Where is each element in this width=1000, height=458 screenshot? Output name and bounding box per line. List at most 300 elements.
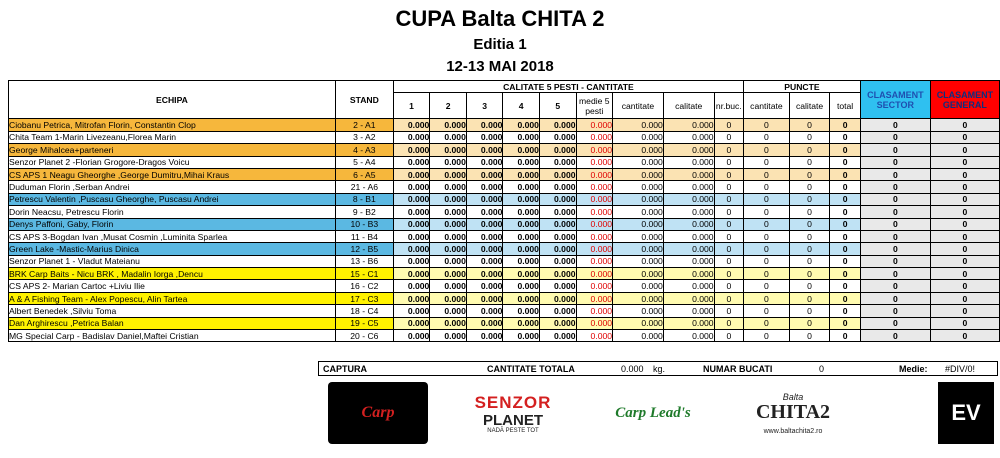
clasament-general-cell: 0 bbox=[930, 292, 999, 304]
fish-3-cell: 0.000 bbox=[466, 330, 503, 342]
puncte-calitate-cell: 0 bbox=[789, 206, 830, 218]
cantitate-totala-unit: kg. bbox=[653, 364, 666, 374]
total-cell: 0 bbox=[830, 156, 860, 168]
captura-label: CAPTURA bbox=[323, 364, 367, 374]
team-cell: MG Special Carp - Badislav Daniel,Maftei Cristian bbox=[9, 330, 336, 342]
clasament-sector-cell: 0 bbox=[860, 255, 930, 267]
puncte-cantitate-cell: 0 bbox=[744, 280, 790, 292]
clasament-general-cell: 0 bbox=[930, 230, 999, 242]
col-header-1: 1 bbox=[393, 93, 430, 119]
team-cell: BRK Carp Baits - Nicu BRK , Madalin Iorga ,Dencu bbox=[9, 268, 336, 280]
nr-buc-cell: 0 bbox=[714, 156, 743, 168]
table-row bbox=[9, 144, 1000, 156]
calitate-cell: 0.000 bbox=[663, 131, 714, 143]
clasament-general-cell: 0 bbox=[930, 193, 999, 205]
table-row bbox=[9, 168, 1000, 180]
puncte-cantitate-cell: 0 bbox=[744, 305, 790, 317]
medie-cell: 0.000 bbox=[576, 144, 613, 156]
total-cell: 0 bbox=[830, 119, 860, 131]
fish-3-cell: 0.000 bbox=[466, 218, 503, 230]
fish-1-cell: 0.000 bbox=[393, 305, 430, 317]
fish-5-cell: 0.000 bbox=[539, 218, 576, 230]
fish-4-cell: 0.000 bbox=[503, 268, 540, 280]
fish-5-cell: 0.000 bbox=[539, 168, 576, 180]
fish-3-cell: 0.000 bbox=[466, 168, 503, 180]
clasament-sector-cell: 0 bbox=[860, 243, 930, 255]
stand-cell: 18 - C4 bbox=[335, 305, 393, 317]
stand-cell: 5 - A4 bbox=[335, 156, 393, 168]
team-cell: A & A Fishing Team - Alex Popescu, Alin Tartea bbox=[9, 292, 336, 304]
ev-logo bbox=[938, 382, 994, 444]
fish-1-cell: 0.000 bbox=[393, 317, 430, 329]
table-row bbox=[9, 292, 1000, 304]
calitate-cell: 0.000 bbox=[663, 206, 714, 218]
fish-3-cell: 0.000 bbox=[466, 305, 503, 317]
fish-1-cell: 0.000 bbox=[393, 280, 430, 292]
fish-2-cell: 0.000 bbox=[430, 305, 467, 317]
fish-3-cell: 0.000 bbox=[466, 255, 503, 267]
fish-2-cell: 0.000 bbox=[430, 280, 467, 292]
cantitate-cell: 0.000 bbox=[613, 119, 664, 131]
clasament-general-cell: 0 bbox=[930, 168, 999, 180]
nr-buc-cell: 0 bbox=[714, 268, 743, 280]
fish-4-cell: 0.000 bbox=[503, 280, 540, 292]
clasament-general-cell: 0 bbox=[930, 243, 999, 255]
team-cell: CS APS 3-Bogdan Ivan ,Musat Cosmin ,Luminita Sparlea bbox=[9, 230, 336, 242]
col-header-clasament-sector: CLASAMENT SECTOR bbox=[860, 81, 930, 119]
team-cell: Green Lake -Mastic-Marius Dinica bbox=[9, 243, 336, 255]
cantitate-cell: 0.000 bbox=[613, 268, 664, 280]
calitate-cell: 0.000 bbox=[663, 156, 714, 168]
fish-1-cell: 0.000 bbox=[393, 131, 430, 143]
clasament-sector-cell: 0 bbox=[860, 156, 930, 168]
clasament-sector-cell: 0 bbox=[860, 144, 930, 156]
total-cell: 0 bbox=[830, 305, 860, 317]
calitate-cell: 0.000 bbox=[663, 193, 714, 205]
puncte-cantitate-cell: 0 bbox=[744, 317, 790, 329]
fish-2-cell: 0.000 bbox=[430, 193, 467, 205]
fish-3-cell: 0.000 bbox=[466, 292, 503, 304]
stand-cell: 21 - A6 bbox=[335, 181, 393, 193]
table-row bbox=[9, 119, 1000, 131]
clasament-sector-cell: 0 bbox=[860, 218, 930, 230]
cantitate-cell: 0.000 bbox=[613, 156, 664, 168]
nr-buc-cell: 0 bbox=[714, 230, 743, 242]
table-row bbox=[9, 206, 1000, 218]
fish-3-cell: 0.000 bbox=[466, 144, 503, 156]
total-cell: 0 bbox=[830, 292, 860, 304]
fish-2-cell: 0.000 bbox=[430, 230, 467, 242]
clasament-sector-cell: 0 bbox=[860, 305, 930, 317]
fish-4-cell: 0.000 bbox=[503, 119, 540, 131]
fish-5-cell: 0.000 bbox=[539, 230, 576, 242]
fish-2-cell: 0.000 bbox=[430, 255, 467, 267]
stand-cell: 6 - A5 bbox=[335, 168, 393, 180]
stand-cell: 4 - A3 bbox=[335, 144, 393, 156]
senzor-logo-mid: PLANET bbox=[483, 411, 543, 429]
medie-cell: 0.000 bbox=[576, 280, 613, 292]
nr-buc-cell: 0 bbox=[714, 305, 743, 317]
cantitate-cell: 0.000 bbox=[613, 305, 664, 317]
stand-cell: 10 - B3 bbox=[335, 218, 393, 230]
cantitate-cell: 0.000 bbox=[613, 330, 664, 342]
col-header-5: 5 bbox=[539, 93, 576, 119]
fish-4-cell: 0.000 bbox=[503, 218, 540, 230]
medie-cell: 0.000 bbox=[576, 268, 613, 280]
clasament-general-cell: 0 bbox=[930, 131, 999, 143]
clasament-general-cell: 0 bbox=[930, 156, 999, 168]
table-row bbox=[9, 280, 1000, 292]
stand-cell: 2 - A1 bbox=[335, 119, 393, 131]
carp-leads-logo bbox=[603, 382, 703, 444]
cantitate-cell: 0.000 bbox=[613, 243, 664, 255]
puncte-cantitate-cell: 0 bbox=[744, 206, 790, 218]
team-cell: Petrescu Valentin ,Puscasu Gheorghe, Puscasu Andrei bbox=[9, 193, 336, 205]
calitate-cell: 0.000 bbox=[663, 243, 714, 255]
nr-buc-cell: 0 bbox=[714, 255, 743, 267]
fish-4-cell: 0.000 bbox=[503, 206, 540, 218]
calitate-cell: 0.000 bbox=[663, 268, 714, 280]
total-cell: 0 bbox=[830, 280, 860, 292]
col-header-cantitate: cantitate bbox=[613, 93, 664, 119]
cantitate-cell: 0.000 bbox=[613, 144, 664, 156]
total-cell: 0 bbox=[830, 131, 860, 143]
puncte-calitate-cell: 0 bbox=[789, 193, 830, 205]
clasament-general-cell: 0 bbox=[930, 280, 999, 292]
puncte-calitate-cell: 0 bbox=[789, 268, 830, 280]
cantitate-cell: 0.000 bbox=[613, 292, 664, 304]
fish-4-cell: 0.000 bbox=[503, 181, 540, 193]
nr-buc-cell: 0 bbox=[714, 181, 743, 193]
fish-1-cell: 0.000 bbox=[393, 255, 430, 267]
col-header-stand: STAND bbox=[335, 81, 393, 119]
puncte-calitate-cell: 0 bbox=[789, 243, 830, 255]
puncte-cantitate-cell: 0 bbox=[744, 230, 790, 242]
carp-leads-logo-text: Carp Lead's bbox=[615, 404, 691, 421]
fish-5-cell: 0.000 bbox=[539, 206, 576, 218]
puncte-calitate-cell: 0 bbox=[789, 144, 830, 156]
calitate-cell: 0.000 bbox=[663, 119, 714, 131]
fish-3-cell: 0.000 bbox=[466, 206, 503, 218]
numar-bucati-label: NUMAR BUCATI bbox=[703, 364, 773, 374]
total-cell: 0 bbox=[830, 218, 860, 230]
col-header-medie: medie 5 pesti bbox=[576, 93, 613, 119]
nr-buc-cell: 0 bbox=[714, 144, 743, 156]
clasament-sector-cell: 0 bbox=[860, 168, 930, 180]
fish-2-cell: 0.000 bbox=[430, 243, 467, 255]
fish-4-cell: 0.000 bbox=[503, 317, 540, 329]
fish-5-cell: 0.000 bbox=[539, 268, 576, 280]
team-cell: CS APS 1 Neagu Gheorghe ,George Dumitru,Mihai Kraus bbox=[9, 168, 336, 180]
nr-buc-cell: 0 bbox=[714, 168, 743, 180]
fish-3-cell: 0.000 bbox=[466, 243, 503, 255]
team-cell: George Mihalcea+parteneri bbox=[9, 144, 336, 156]
fish-3-cell: 0.000 bbox=[466, 317, 503, 329]
total-cell: 0 bbox=[830, 206, 860, 218]
chita-logo-main: CHITA2 bbox=[755, 400, 831, 423]
nr-buc-cell: 0 bbox=[714, 317, 743, 329]
puncte-cantitate-cell: 0 bbox=[744, 119, 790, 131]
team-cell: Senzor Planet 1 - Vladut Mateianu bbox=[9, 255, 336, 267]
col-header-puncte-cantitate: cantitate bbox=[744, 93, 790, 119]
stand-cell: 16 - C2 bbox=[335, 280, 393, 292]
puncte-calitate-cell: 0 bbox=[789, 156, 830, 168]
calitate-cell: 0.000 bbox=[663, 230, 714, 242]
medie-cell: 0.000 bbox=[576, 330, 613, 342]
fish-1-cell: 0.000 bbox=[393, 330, 430, 342]
calitate-cell: 0.000 bbox=[663, 330, 714, 342]
cantitate-cell: 0.000 bbox=[613, 255, 664, 267]
fish-2-cell: 0.000 bbox=[430, 206, 467, 218]
fish-3-cell: 0.000 bbox=[466, 230, 503, 242]
table-row bbox=[9, 193, 1000, 205]
fish-5-cell: 0.000 bbox=[539, 255, 576, 267]
clasament-general-cell: 0 bbox=[930, 255, 999, 267]
fish-4-cell: 0.000 bbox=[503, 255, 540, 267]
total-cell: 0 bbox=[830, 255, 860, 267]
puncte-cantitate-cell: 0 bbox=[744, 330, 790, 342]
table-row bbox=[9, 131, 1000, 143]
fish-4-cell: 0.000 bbox=[503, 156, 540, 168]
team-cell: CS APS 2- Marian Cartoc +Liviu Ilie bbox=[9, 280, 336, 292]
cantitate-cell: 0.000 bbox=[613, 193, 664, 205]
puncte-calitate-cell: 0 bbox=[789, 330, 830, 342]
clasament-general-cell: 0 bbox=[930, 317, 999, 329]
puncte-calitate-cell: 0 bbox=[789, 181, 830, 193]
fish-5-cell: 0.000 bbox=[539, 305, 576, 317]
medie-cell: 0.000 bbox=[576, 230, 613, 242]
fish-5-cell: 0.000 bbox=[539, 292, 576, 304]
ev-logo-text: EV bbox=[951, 400, 981, 425]
fish-1-cell: 0.000 bbox=[393, 119, 430, 131]
fish-2-cell: 0.000 bbox=[430, 268, 467, 280]
fish-3-cell: 0.000 bbox=[466, 280, 503, 292]
cantitate-cell: 0.000 bbox=[613, 181, 664, 193]
nr-buc-cell: 0 bbox=[714, 330, 743, 342]
fish-2-cell: 0.000 bbox=[430, 317, 467, 329]
medie-cell: 0.000 bbox=[576, 131, 613, 143]
team-cell: Dorin Neacsu, Petrescu Florin bbox=[9, 206, 336, 218]
fish-4-cell: 0.000 bbox=[503, 330, 540, 342]
total-cell: 0 bbox=[830, 181, 860, 193]
clasament-sector-cell: 0 bbox=[860, 268, 930, 280]
medie-cell: 0.000 bbox=[576, 243, 613, 255]
results-table bbox=[8, 80, 1000, 342]
total-cell: 0 bbox=[830, 243, 860, 255]
col-header-total: total bbox=[830, 93, 860, 119]
col-header-puncte-calitate: calitate bbox=[789, 93, 830, 119]
fish-1-cell: 0.000 bbox=[393, 193, 430, 205]
fish-1-cell: 0.000 bbox=[393, 292, 430, 304]
nr-buc-cell: 0 bbox=[714, 218, 743, 230]
fish-3-cell: 0.000 bbox=[466, 181, 503, 193]
fish-2-cell: 0.000 bbox=[430, 292, 467, 304]
table-row bbox=[9, 317, 1000, 329]
puncte-cantitate-cell: 0 bbox=[744, 156, 790, 168]
carp-logo bbox=[328, 382, 428, 444]
fish-1-cell: 0.000 bbox=[393, 144, 430, 156]
nr-buc-cell: 0 bbox=[714, 119, 743, 131]
col-header-2: 2 bbox=[430, 93, 467, 119]
table-row bbox=[9, 255, 1000, 267]
medie-cell: 0.000 bbox=[576, 206, 613, 218]
col-header-3: 3 bbox=[466, 93, 503, 119]
fish-5-cell: 0.000 bbox=[539, 317, 576, 329]
cantitate-totala-value: 0.000 bbox=[621, 364, 644, 374]
table-row bbox=[9, 268, 1000, 280]
clasament-general-cell: 0 bbox=[930, 218, 999, 230]
edition-label: Editia 1 bbox=[473, 36, 527, 53]
cantitate-cell: 0.000 bbox=[613, 168, 664, 180]
senzor-logo-top: SENZOR bbox=[474, 392, 552, 412]
numar-bucati-value: 0 bbox=[819, 364, 825, 374]
fish-4-cell: 0.000 bbox=[503, 243, 540, 255]
cantitate-cell: 0.000 bbox=[613, 280, 664, 292]
stand-cell: 13 - B6 bbox=[335, 255, 393, 267]
medie-cell: 0.000 bbox=[576, 292, 613, 304]
medie-cell: 0.000 bbox=[576, 255, 613, 267]
fish-4-cell: 0.000 bbox=[503, 230, 540, 242]
fish-4-cell: 0.000 bbox=[503, 193, 540, 205]
total-cell: 0 bbox=[830, 168, 860, 180]
fish-1-cell: 0.000 bbox=[393, 268, 430, 280]
team-cell: Chita Team 1-Marin Livezeanu,Florea Marin bbox=[9, 131, 336, 143]
fish-5-cell: 0.000 bbox=[539, 131, 576, 143]
puncte-calitate-cell: 0 bbox=[789, 317, 830, 329]
team-cell: Denys Paffoni, Gaby, Florin bbox=[9, 218, 336, 230]
stand-cell: 8 - B1 bbox=[335, 193, 393, 205]
cantitate-cell: 0.000 bbox=[613, 206, 664, 218]
total-cell: 0 bbox=[830, 193, 860, 205]
fish-2-cell: 0.000 bbox=[430, 181, 467, 193]
fish-4-cell: 0.000 bbox=[503, 305, 540, 317]
fish-5-cell: 0.000 bbox=[539, 280, 576, 292]
puncte-calitate-cell: 0 bbox=[789, 255, 830, 267]
calitate-cell: 0.000 bbox=[663, 168, 714, 180]
stand-cell: 11 - B4 bbox=[335, 230, 393, 242]
puncte-cantitate-cell: 0 bbox=[744, 218, 790, 230]
clasament-sector-cell: 0 bbox=[860, 181, 930, 193]
fish-5-cell: 0.000 bbox=[539, 193, 576, 205]
fish-4-cell: 0.000 bbox=[503, 168, 540, 180]
senzor-planet-logo bbox=[458, 382, 568, 444]
nr-buc-cell: 0 bbox=[714, 292, 743, 304]
fish-2-cell: 0.000 bbox=[430, 119, 467, 131]
clasament-general-cell: 0 bbox=[930, 119, 999, 131]
chita-logo-top: Balta bbox=[782, 391, 804, 402]
stand-cell: 20 - C6 bbox=[335, 330, 393, 342]
fish-2-cell: 0.000 bbox=[430, 144, 467, 156]
puncte-cantitate-cell: 0 bbox=[744, 193, 790, 205]
medie-cell: 0.000 bbox=[576, 156, 613, 168]
table-row bbox=[9, 330, 1000, 342]
puncte-cantitate-cell: 0 bbox=[744, 181, 790, 193]
fish-1-cell: 0.000 bbox=[393, 181, 430, 193]
puncte-cantitate-cell: 0 bbox=[744, 243, 790, 255]
table-row bbox=[9, 218, 1000, 230]
senzor-logo-sub: NADĂ PESTE TOT bbox=[487, 427, 539, 434]
puncte-calitate-cell: 0 bbox=[789, 280, 830, 292]
cantitate-cell: 0.000 bbox=[613, 218, 664, 230]
fish-1-cell: 0.000 bbox=[393, 168, 430, 180]
puncte-cantitate-cell: 0 bbox=[744, 131, 790, 143]
fish-5-cell: 0.000 bbox=[539, 330, 576, 342]
nr-buc-cell: 0 bbox=[714, 243, 743, 255]
fish-1-cell: 0.000 bbox=[393, 156, 430, 168]
puncte-calitate-cell: 0 bbox=[789, 131, 830, 143]
col-header-calitate-group: CALITATE 5 PESTI - CANTITATE bbox=[393, 81, 743, 93]
col-header-clasament-general: CLASAMENT GENERAL bbox=[930, 81, 999, 119]
fish-3-cell: 0.000 bbox=[466, 268, 503, 280]
table-row bbox=[9, 156, 1000, 168]
nr-buc-cell: 0 bbox=[714, 206, 743, 218]
fish-5-cell: 0.000 bbox=[539, 181, 576, 193]
medie-cell: 0.000 bbox=[576, 181, 613, 193]
nr-buc-cell: 0 bbox=[714, 131, 743, 143]
clasament-sector-cell: 0 bbox=[860, 317, 930, 329]
puncte-cantitate-cell: 0 bbox=[744, 168, 790, 180]
clasament-sector-cell: 0 bbox=[860, 330, 930, 342]
total-cell: 0 bbox=[830, 317, 860, 329]
stand-cell: 12 - B5 bbox=[335, 243, 393, 255]
fish-2-cell: 0.000 bbox=[430, 330, 467, 342]
fish-1-cell: 0.000 bbox=[393, 206, 430, 218]
page-title: CUPA Balta CHITA 2 bbox=[395, 6, 605, 31]
total-cell: 0 bbox=[830, 144, 860, 156]
puncte-cantitate-cell: 0 bbox=[744, 268, 790, 280]
fish-2-cell: 0.000 bbox=[430, 131, 467, 143]
team-cell: Albert Benedek ,Silviu Toma bbox=[9, 305, 336, 317]
fish-5-cell: 0.000 bbox=[539, 119, 576, 131]
puncte-calitate-cell: 0 bbox=[789, 292, 830, 304]
col-header-calitate: calitate bbox=[663, 93, 714, 119]
medie-cell: 0.000 bbox=[576, 119, 613, 131]
team-cell: Senzor Planet 2 -Florian Grogore-Dragos Voicu bbox=[9, 156, 336, 168]
fish-4-cell: 0.000 bbox=[503, 292, 540, 304]
medie-cell: 0.000 bbox=[576, 218, 613, 230]
chita-logo-url: www.baltachita2.ro bbox=[763, 427, 823, 435]
medie-label: Medie: bbox=[899, 364, 928, 374]
cantitate-cell: 0.000 bbox=[613, 317, 664, 329]
puncte-calitate-cell: 0 bbox=[789, 230, 830, 242]
fish-2-cell: 0.000 bbox=[430, 156, 467, 168]
clasament-sector-cell: 0 bbox=[860, 280, 930, 292]
calitate-cell: 0.000 bbox=[663, 181, 714, 193]
clasament-general-cell: 0 bbox=[930, 268, 999, 280]
puncte-cantitate-cell: 0 bbox=[744, 144, 790, 156]
clasament-sector-cell: 0 bbox=[860, 119, 930, 131]
table-row bbox=[9, 181, 1000, 193]
medie-cell: 0.000 bbox=[576, 317, 613, 329]
cantitate-cell: 0.000 bbox=[613, 131, 664, 143]
puncte-cantitate-cell: 0 bbox=[744, 292, 790, 304]
cantitate-cell: 0.000 bbox=[613, 230, 664, 242]
fish-4-cell: 0.000 bbox=[503, 144, 540, 156]
puncte-cantitate-cell: 0 bbox=[744, 255, 790, 267]
clasament-general-cell: 0 bbox=[930, 206, 999, 218]
total-cell: 0 bbox=[830, 230, 860, 242]
stand-cell: 15 - C1 bbox=[335, 268, 393, 280]
fish-3-cell: 0.000 bbox=[466, 131, 503, 143]
team-cell: Duduman Florin ,Serban Andrei bbox=[9, 181, 336, 193]
col-header-echipa: ECHIPA bbox=[9, 81, 336, 119]
clasament-general-cell: 0 bbox=[930, 330, 999, 342]
puncte-calitate-cell: 0 bbox=[789, 168, 830, 180]
medie-cell: 0.000 bbox=[576, 193, 613, 205]
calitate-cell: 0.000 bbox=[663, 292, 714, 304]
cantitate-totala-label: CANTITATE TOTALA bbox=[487, 364, 575, 374]
fish-2-cell: 0.000 bbox=[430, 168, 467, 180]
